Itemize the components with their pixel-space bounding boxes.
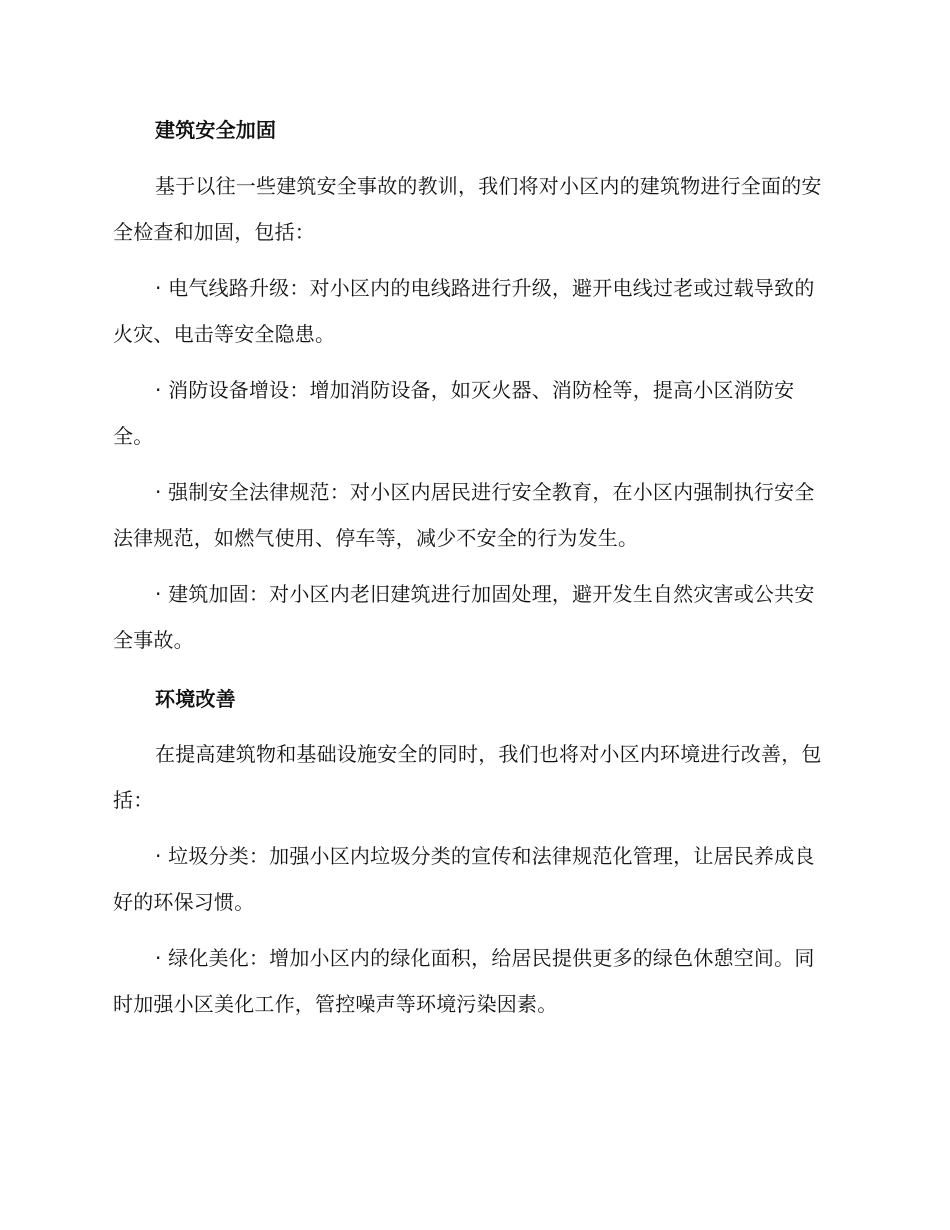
bullet-item: · 消防设备增设：增加消防设备，如灭火器、消防栓等，提高小区消防安全。 [113, 378, 795, 448]
bullet-item: · 建筑加固：对小区内老旧建筑进行加固处理，避开发生自然灾害或公共安全事故。 [113, 582, 815, 652]
section-heading: 环境改善 [155, 687, 236, 711]
section-intro: 在提高建筑物和基础设施安全的同时，我们也将对小区内环境进行改善，包括： [113, 742, 822, 812]
section-intro: 基于以往一些建筑安全事故的教训，我们将对小区内的建筑物进行全面的安全检查和加固，包括： [113, 174, 822, 244]
bullet-item: · 绿化美化：增加小区内的绿化面积，给居民提供更多的绿色休憩空间。同时加强小区美化工作，管控噪声等环境污染因素。 [113, 946, 815, 1016]
bullet-item: · 电气线路升级：对小区内的电线路进行升级，避开电线过老或过载导致的火灾、电击等安全隐患。 [113, 276, 815, 346]
bullet-item: · 垃圾分类：加强小区内垃圾分类的宣传和法律规范化管理，让居民养成良好的环保习惯。 [113, 844, 815, 914]
bullet-item: · 强制安全法律规范：对小区内居民进行安全教育，在小区内强制执行安全法律规范，如燃气使用、停车等，减少不安全的行为发生。 [113, 480, 815, 550]
section-heading: 建筑安全加固 [155, 118, 277, 142]
